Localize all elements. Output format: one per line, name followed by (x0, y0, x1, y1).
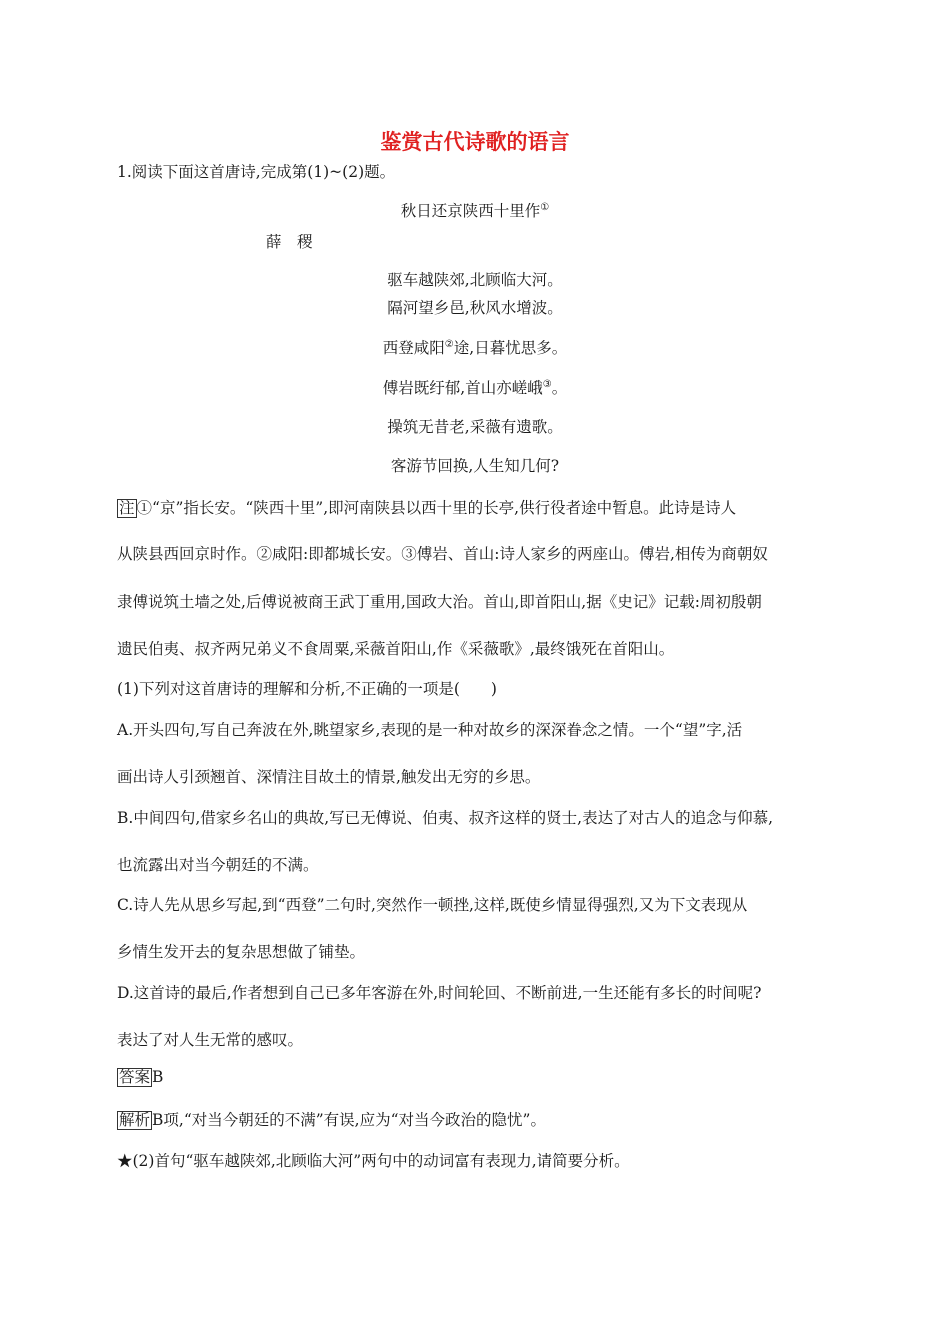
option-d-cont: 表达了对人生无常的感叹。 (117, 1031, 304, 1049)
answer-tag: 答案 (119, 1068, 151, 1086)
option-a-cont: 画出诗人引颈翘首、深情注目故土的情景,触发出无穷的乡思。 (117, 768, 541, 786)
notes-tag: 注 (119, 499, 135, 517)
poem-title: 秋日还京陕西十里作① (400, 201, 550, 220)
page-title: 鉴赏古代诗歌的语言 (380, 130, 570, 154)
notes-line: 遗民伯夷、叔齐两兄弟义不食周粟,采薇首阳山,作《采薇歌》,最终饿死在首阳山。 (117, 640, 675, 658)
option-d: D.这首诗的最后,作者想到自己已多年客游在外,时间轮回、不断前进,一生还能有多长的时间呢? (117, 984, 762, 1002)
poem-line: 客游节回换,人生知几何? (390, 457, 560, 475)
notes-line: 注 ①“京”指长安。“陕西十里”,即河南陕县以西十里的长亭,供行役者途中暂息。此诗是诗人 (119, 499, 737, 517)
answer-line (117, 1068, 163, 1087)
analysis-line: 解析 B项,“对当今朝廷的不满”有误,应为“对当今政治的隐忧”。 (119, 1111, 546, 1129)
option-c: C.诗人先从思乡写起,到“西登”二句时,突然作一顿挫,这样,既使乡情显得强烈,又为下文表现从 (117, 896, 748, 914)
poem-line: 隔河望乡邑,秋风水增波。 (387, 299, 563, 317)
option-c-cont: 乡情生发开去的复杂思想做了铺垫。 (117, 943, 366, 961)
q1-stem: (1)下列对这首唐诗的理解和分析,不正确的一项是( ) (117, 680, 497, 698)
poem-line: 傅岩既纡郁,首山亦嵯峨③。 (382, 378, 568, 397)
poem-author: 薛 稷 (266, 233, 313, 251)
answer-value: B (152, 1068, 164, 1086)
notes-line: 隶傅说筑土墙之处,后傅说被商王武丁重用,国政大治。首山,即首阳山,据《史记》记载:周初殷朝 (117, 593, 762, 611)
notes-line: 从陕县西回京时作。②咸阳:即都城长安。③傅岩、首山:诗人家乡的两座山。傅岩,相传为商朝奴 (117, 545, 768, 563)
poem-line: 驱车越陕郊,北顾临大河。 (387, 271, 563, 289)
option-b: B.中间四句,借家乡名山的典故,写已无傅说、伯夷、叔齐这样的贤士,表达了对古人的追念与仰慕, (117, 809, 774, 827)
poem-line: 操筑无昔老,采薇有遗歌。 (387, 418, 563, 436)
analysis-tag: 解析 (119, 1111, 151, 1129)
option-b-cont: 也流露出对当今朝廷的不满。 (117, 856, 319, 874)
poem-line: 西登咸阳②途,日暮忧思多。 (382, 338, 568, 357)
question-header: 1.阅读下面这首唐诗,完成第(1)~(2)题。 (117, 163, 396, 181)
q2-stem: ★(2)首句“驱车越陕郊,北顾临大河”两句中的动词富有表现力,请简要分析。 (117, 1152, 630, 1170)
option-a: A.开头四句,写自己奔波在外,眺望家乡,表现的是一种对故乡的深深眷念之情。一个“望”字,活 (117, 721, 743, 739)
